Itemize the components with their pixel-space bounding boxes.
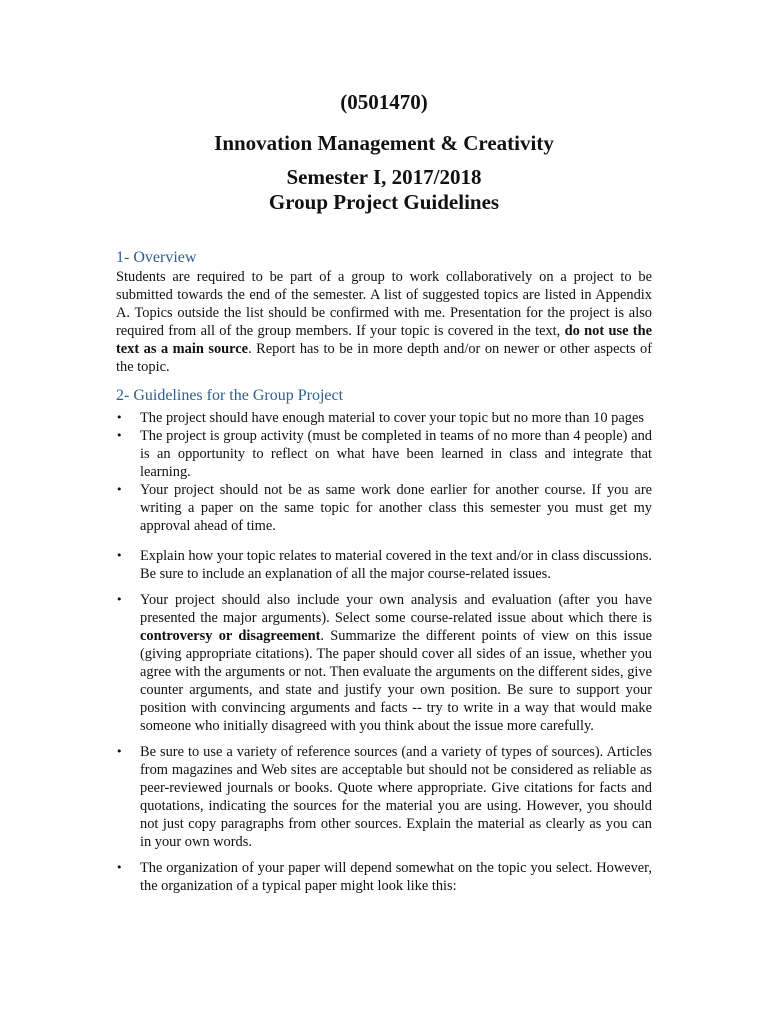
overview-text-b: . Report has to be in more depth and/or on newer or other aspects of the topic. [116,341,652,375]
list-item [116,591,652,735]
bullet-icon: • [116,745,123,758]
overview-paragraph [116,268,652,376]
course-code: (0501470) [340,90,428,114]
list-item-text [140,592,652,734]
bullet-icon: • [116,861,123,874]
list-item [116,547,652,583]
list-item [116,409,652,427]
document-title: Group Project Guidelines [268,190,500,214]
bullet-icon: • [116,549,123,562]
list-item [116,859,652,895]
bullet-icon: • [116,593,123,606]
overview-heading: 1- Overview [116,249,197,266]
list-item-text: The organization of your paper will depend somewhat on the topic you select. However, the organization of a typical paper might look like this: [140,860,652,894]
overview-text-bold: do not use the text as a main source [116,323,652,357]
list-item-text-a: Your project should also include your own analysis and evaluation (after you have presented the major arguments). Select some course-related issue about which there is [140,592,652,626]
list-item [116,743,652,851]
list-item-text: Explain how your topic relates to material covered in the text and/or in class discussions. Be sure to include an explanation of all the major course-related issues. [140,548,652,582]
bullet-icon: • [116,411,123,424]
list-item-text-b: . Summarize the different points of view on this issue (giving appropriate citations). The paper should cover all sides of an issue, whether you agree with the arguments or not. Then evaluate the arguments on the different sides, give counter arguments, and state and justify your own position. Be sure to support your position with convincing arguments and facts -- try to write in a way that would make someone who initially disagreed with you think about the issue more carefully. [140,628,652,734]
list-item-text-bold: controversy or disagreement [140,628,321,644]
list-item [116,481,652,535]
list-item [116,427,652,481]
bullet-icon: • [116,429,123,442]
list-item-text: The project should have enough material to cover your topic but no more than 10 pages [140,410,644,426]
bullet-icon: • [116,483,123,496]
list-item-text: Your project should not be as same work done earlier for another course. If you are writing a paper on the same topic for another class this semester you must get my approval ahead of time. [140,482,652,534]
list-item-text: Be sure to use a variety of reference sources (and a variety of types of sources). Articles from magazines and Web sites are acceptable but should not be considered as reliable as peer-reviewed journals or books. Quote where appropriate. Give citations for facts and quotations, indicating the sources for the material you are using. However, you should not just copy paragraphs from other sources. Explain the material as clearly as you can in your own words. [140,744,652,850]
semester-line: Semester I, 2017/2018 [286,165,482,189]
list-item-text: The project is group activity (must be completed in teams of no more than 4 people) and is an opportunity to reflect on what have been learned in class and integrate that learning. [140,428,652,480]
guidelines-list [116,409,652,895]
course-title: Innovation Management & Creativity [214,131,554,155]
overview-text-a: Students are required to be part of a group to work collaboratively on a project to be submitted towards the end of the semester. A list of suggested topics are listed in Appendix A. Topics outside the list should be confirmed with me. Presentation for the project is also required from all of the group members. If your topic is covered in the text, [116,269,652,339]
guidelines-heading: 2- Guidelines for the Group Project [116,387,344,404]
